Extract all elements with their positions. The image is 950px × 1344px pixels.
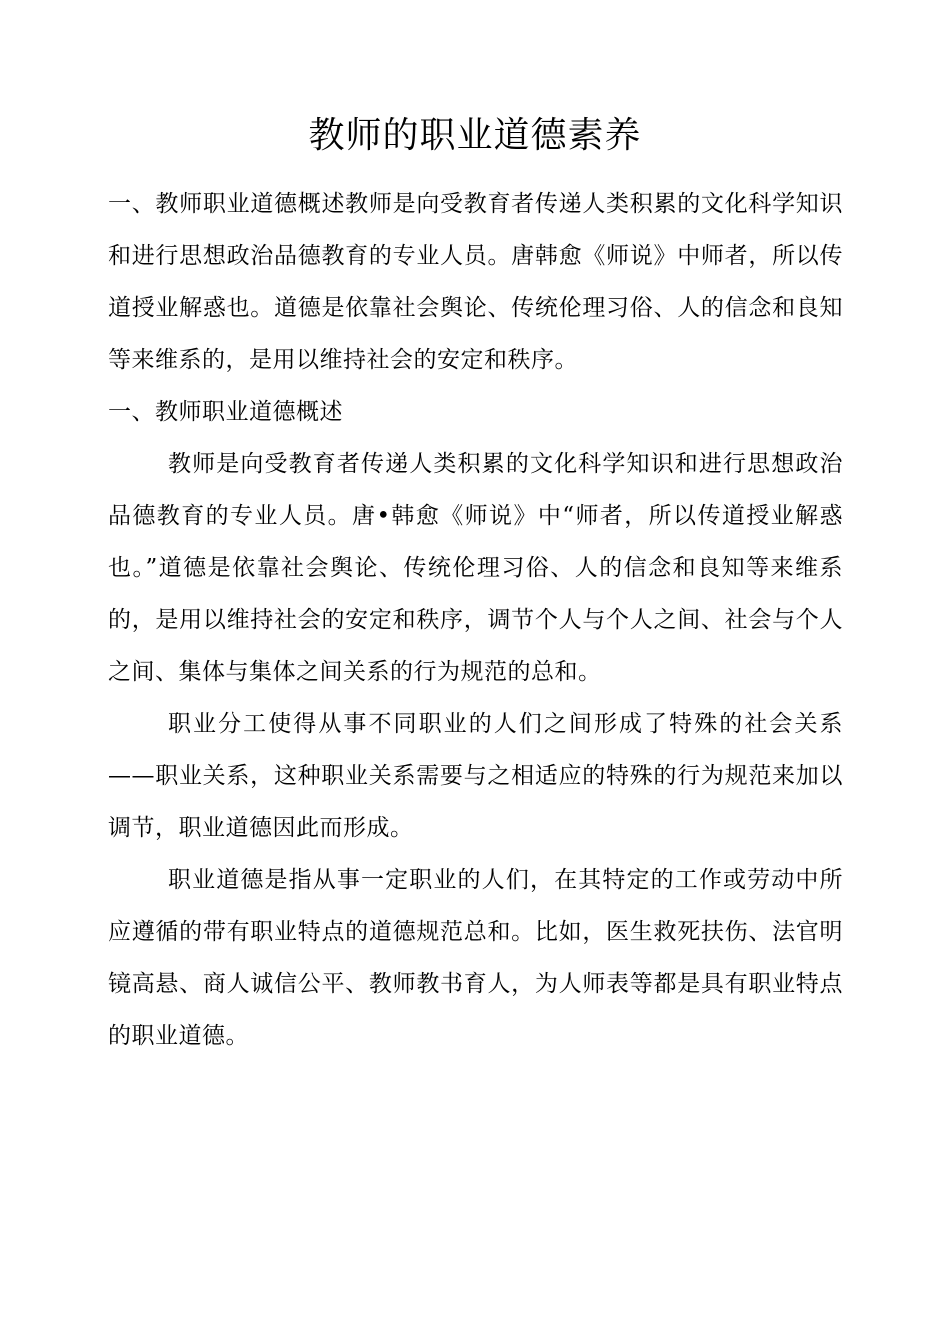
summary-paragraph: 一、教师职业道德概述教师是向受教育者传递人类积累的文化科学知识和进行思想政治品德教育的专业人员。唐韩愈《师说》中师者，所以传道授业解惑也。道德是依靠社会舆论、传统伦理习俗、人的信念和良知等来维系的，是用以维持社会的安定和秩序。 xyxy=(108,191,843,373)
body-paragraph-division: 职业分工使得从事不同职业的人们之间形成了特殊的社会关系——职业关系，这种职业关系需要与之相适应的特殊的行为规范来加以调节，职业道德因此而形成。 xyxy=(108,711,843,841)
section-heading: 一、教师职业道德概述 xyxy=(108,399,343,425)
body-paragraph-ethics: 职业道德是指从事一定职业的人们，在其特定的工作或劳动中所应遵循的带有职业特点的道德规范总和。比如，医生救死扶伤、法官明镜高悬、商人诚信公平、教师教书育人，为人师表等都是具有职业特点的职业道德。 xyxy=(108,867,843,1049)
document-title: 教师的职业道德素养 xyxy=(308,115,642,156)
document-body xyxy=(108,178,843,1062)
body-paragraph-definition: 教师是向受教育者传递人类积累的文化科学知识和进行思想政治品德教育的专业人员。唐•韩愈《师说》中“师者，所以传道授业解惑也。”道德是依靠社会舆论、传统伦理习俗、人的信念和良知等来维系的，是用以维持社会的安定和秩序，调节个人与个人之间、社会与个人之间、集体与集体之间关系的行为规范的总和。 xyxy=(108,451,843,685)
